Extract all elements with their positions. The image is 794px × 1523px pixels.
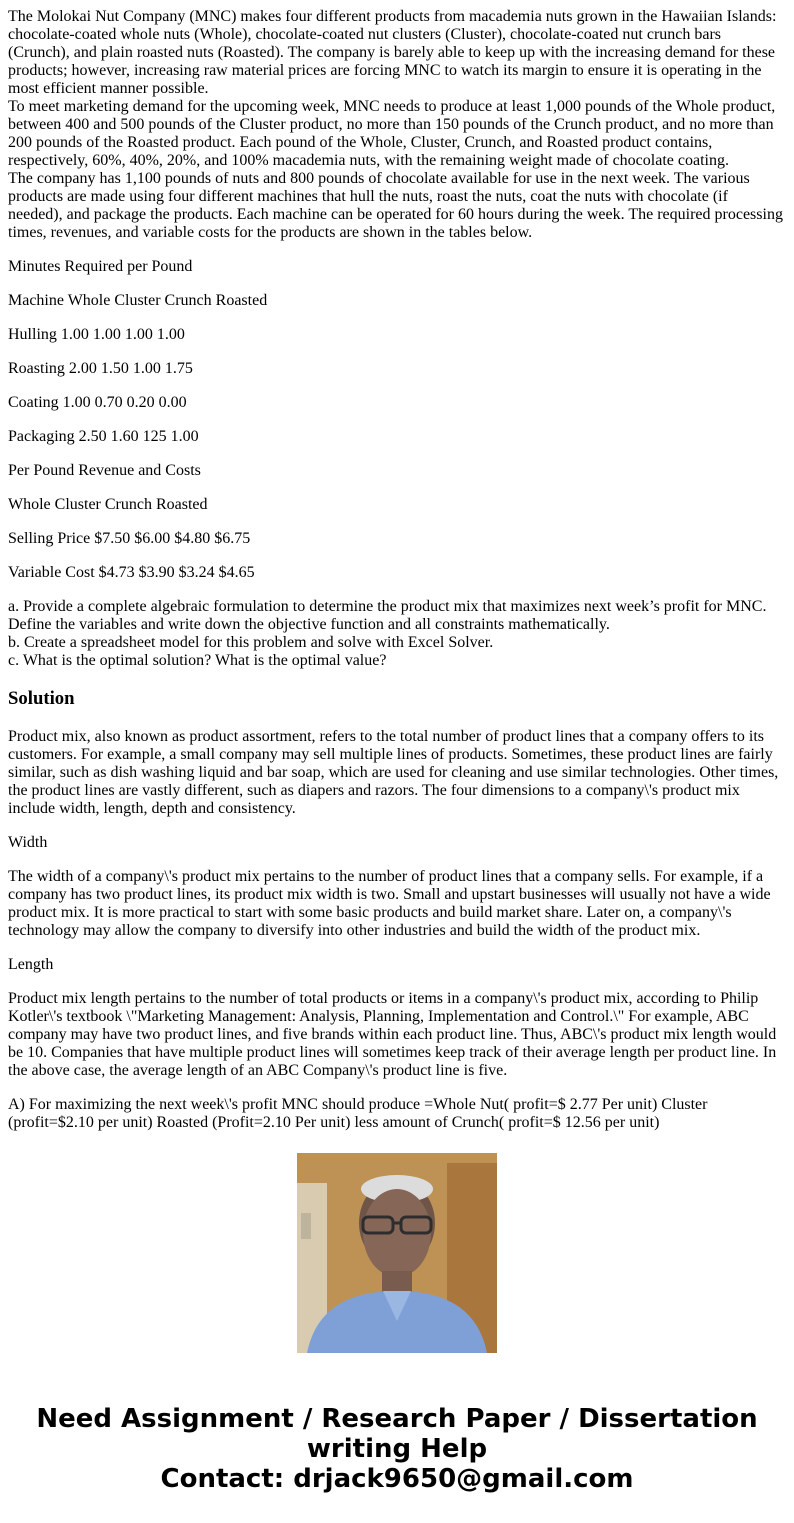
solution-heading: Solution [8,688,75,709]
problem-resources: The company has 1,100 pounds of nuts and 800 pounds of chocolate available for use in the next week. The various products are made using four different machines that hull the nuts, roast the nuts, coat the nuts with chocolate (if needed), and package the products. Each machine can be operated for 60 hours during the week. The required processing times, revenues, and variable costs for the products are shown in the tables below. [8,170,783,241]
questions [8,598,786,670]
question-c: c. What is the optimal solution? What is the optimal value? [8,652,387,669]
solution-answer-text: A) For maximizing the next week\'s profit MNC should produce =Whole Nut( profit=$ 2.77 Per unit) Cluster (profit=$2.10 per unit) Roasted (Profit=2.10 Per unit) less amount of Crunch( profit=$ 12.56 per unit) [8,1096,708,1131]
revenue-table-header: Whole Cluster Crunch Roasted [8,496,208,513]
minutes-row-hulling: Hulling 1.00 1.00 1.00 1.00 [8,326,185,343]
solution-width-label: Width [8,834,48,851]
minutes-row-packaging: Packaging 2.50 1.60 125 1.00 [8,428,199,445]
solution-length-label: Length [8,956,54,973]
problem-demand: To meet marketing demand for the upcoming week, MNC needs to produce at least 1,000 pounds of the Whole product, between 400 and 500 pounds of the Cluster product, no more than 150 pounds of the Crunch product, and no more than 200 pounds of the Roasted product. Each pound of the Whole, Cluster, Crunch, and Roasted product contains, respectively, 60%, 40%, 20%, and 100% macademia nuts, with the remaining weight made of chocolate coating. [8,98,776,169]
solution-paragraph-product-mix: Product mix, also known as product assortment, refers to the total number of product lines that a company offers to its customers. For example, a small company may sell multiple lines of products. Sometimes, these product lines are fairly similar, such as dish washing liquid and bar soap, which are used for cleaning and use similar technologies. Other times, the product lines are vastly different, such as diapers and razors. The four dimensions to a company\'s product mix include width, length, depth and consistency. [8,728,779,817]
problem-statement [8,8,786,242]
solution-paragraph-width: The width of a company\'s product mix pertains to the number of product lines that a company sells. For example, if a company has two product lines, its product mix width is two. Small and upstart businesses will usually not have a wide product mix. It is more practical to start with some basic products and build market share. Later on, a company\'s technology may allow the company to diversify into other industries and build the width of the product mix. [8,868,771,939]
problem-intro: The Molokai Nut Company (MNC) makes four different products from macademia nuts grown in the Hawaiian Islands: chocolate-coated whole nuts (Whole), chocolate-coated nut clusters (Cluster), chocolate-coated nut crunch bars (Crunch), and plain roasted nuts (Roasted). The company is barely able to keep up with the increasing demand for these products; however, increasing raw material prices are forcing MNC to watch its margin to ensure it is operating in the most efficient manner possible. [8,8,777,97]
revenue-table-title: Per Pound Revenue and Costs [8,462,201,479]
revenue-row-selling-price: Selling Price $7.50 $6.00 $4.80 $6.75 [8,530,251,547]
solution-paragraph-length: Product mix length pertains to the number of total products or items in a company\'s product mix, according to Philip Kotler\'s textbook \"Marketing Management: Analysis, Planning, Implementation and Control.\" For example, ABC company may have two product lines, and five brands within each product line. Thus, ABC\'s product mix length would be 10. Companies that have multiple product lines will sometimes keep track of their average length per product line. In the above case, the average length of an ABC Company\'s product line is five. [8,990,777,1079]
question-a: a. Provide a complete algebraic formulation to determine the product mix that maximizes next week’s profit for MNC. Define the variables and write down the objective function and all constraints mathematically. [8,598,767,633]
banner-line-2: writing Help [306,1434,488,1464]
question-b: b. Create a spreadsheet model for this problem and solve with Excel Solver. [8,634,494,651]
contact-banner [0,1404,794,1494]
document-body [8,8,786,1131]
solution-answer-clipped [8,1096,786,1131]
minutes-table-title: Minutes Required per Pound [8,258,193,275]
author-avatar [297,1153,497,1353]
minutes-row-coating: Coating 1.00 0.70 0.20 0.00 [8,394,187,411]
author-portrait-image [297,1153,497,1353]
minutes-table-header: Machine Whole Cluster Crunch Roasted [8,292,268,309]
banner-line-1: Need Assignment / Research Paper / Dissertation [36,1404,758,1434]
revenue-row-variable-cost: Variable Cost $4.73 $3.90 $3.24 $4.65 [8,564,255,581]
minutes-row-roasting: Roasting 2.00 1.50 1.00 1.75 [8,360,193,377]
banner-contact: Contact: drjack9650@gmail.com [160,1464,634,1494]
